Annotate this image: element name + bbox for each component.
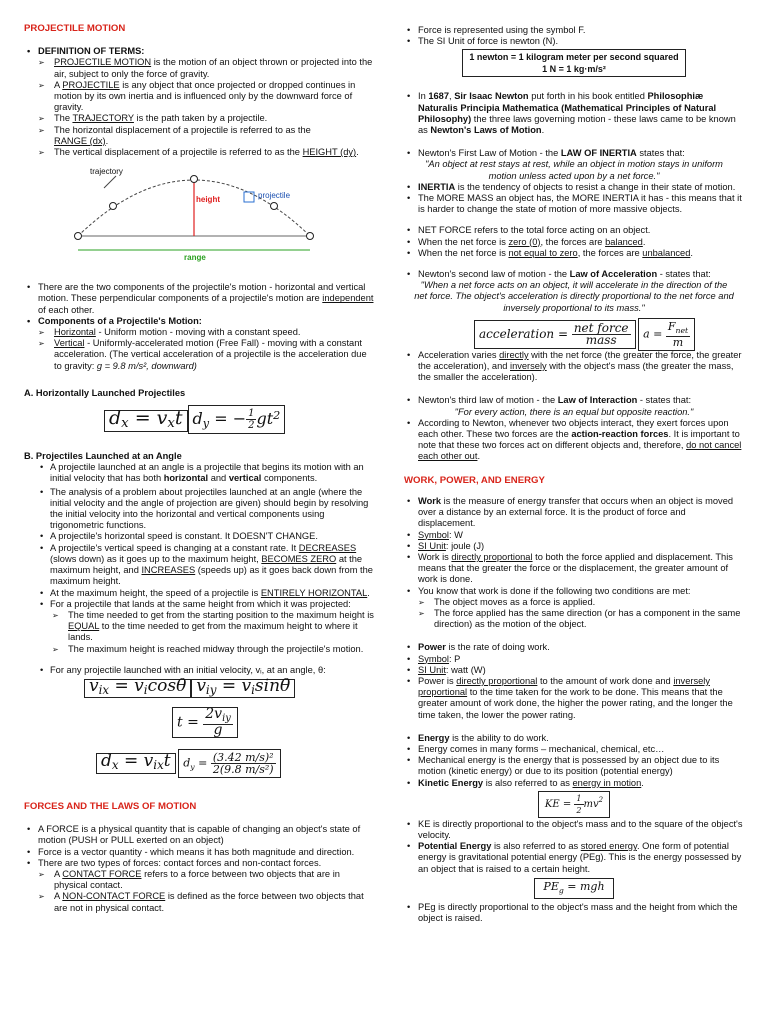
equation-time: t = $\frac{2v_{iy}}{g}$	[172, 707, 238, 738]
pe-list	[404, 902, 744, 924]
force-symbol: • Force is represented using the symbol F.	[404, 25, 744, 36]
definition-heading: • DEFINITION OF TERMS:	[24, 46, 376, 57]
ke-proportional: • KE is directly proportional to the object's mass and to the square of the object's velocity.	[404, 819, 744, 841]
newton-box-line-1: 1 newton = 1 kilogram meter per second squared	[469, 52, 679, 63]
second-law-quote: "When a net force acts on an object, it will accelerate in the direction of the net force. The object's acceleration is directly proportional to the net force and inversely proportional to its mass."	[414, 280, 734, 313]
work-condition-1: ➢ The object moves as a force is applied.	[418, 597, 744, 608]
equation-potential-energy: $PE_g$ = mgh	[534, 878, 613, 899]
section-a-heading: A. Horizontally Launched Projectiles	[24, 387, 186, 398]
angle-item-7: • For any projectile launched with an initial velocity, vᵢ, at an angle, θ:	[38, 665, 376, 676]
first-law: • Newton's First Law of Motion - the LAW OF INERTIA states that:	[404, 148, 744, 159]
component-horizontal: ➢ Horizontal - Uniform motion - moving with a constant speed.	[38, 327, 376, 338]
power-symbol: • Symbol: P	[404, 654, 744, 665]
kinetic-energy: • Kinetic Energy is also referred to as energy in motion.	[404, 778, 744, 789]
angle-item-6: • For a projectile that lands at the same height from which it was projected:	[38, 599, 376, 610]
angle-subitem-1: ➢ The time needed to get from the starting position to the maximum height is EQUAL to the time needed to get from the maximum height to where it lands.	[52, 610, 376, 644]
force-item-3: • There are two types of forces: contact forces and non-contact forces.	[24, 858, 376, 869]
action-reaction: • According to Newton, whenever two objects interact, they exert forces upon each other. These two forces are the action-reaction forces. It is important to note that these two forces act on different objects and, therefore, do not cancel each other out.	[404, 418, 744, 463]
power-list	[404, 642, 744, 720]
section-title-projectile-motion: PROJECTILE MOTION	[24, 23, 126, 34]
second-law: • Newton's second law of motion - the Law of Acceleration - states that:	[404, 269, 744, 280]
acceleration-equations	[474, 318, 744, 350]
equation-dy-numeric: $d_y$ = $\frac{\text{(3.42 m/s)²}}{\text{2(9.8 m/s²)}}$	[178, 749, 280, 778]
right-column	[404, 0, 744, 924]
newton-intro: • In 1687, Sir Isaac Newton put forth in his book entitled Philosophiæ Naturalis Principia Mathematica (Mathematical Principles of Natural Philosophy) the three laws governing motion - these laws came to be known as Newton's Laws of Motion.	[404, 91, 744, 136]
def-projectile: ➢ A PROJECTILE is any object that once projected or dropped continues in motion by its own inertia and is influenced only by the downward force of gravity.	[38, 80, 376, 114]
first-law-quote: "An object at rest stays at rest, while an object in motion stays in uniform motion unless acted upon by a net force."	[425, 159, 723, 181]
ke-equation-row	[404, 791, 744, 819]
forces-list	[24, 824, 376, 914]
work-proportional: • Work is directly proportional to both the force applied and displacement. This means that the greater the force or the displacement, the greater amount of work is done.	[404, 552, 744, 586]
ke-pe-list	[404, 819, 744, 875]
angle-item-2: • The analysis of a problem about projectiles launched at an angle (where the initial velocity and the angle of projection are given) should begin by resolving the initial velocity into the horizontal and vertical components using trigonometric functions.	[38, 487, 376, 532]
angle-item-5: • At the maximum height, the speed of a projectile is ENTIRELY HORIZONTAL.	[38, 588, 376, 599]
third-law: • Newton's third law of motion - the Law of Interaction - states that:	[404, 395, 744, 406]
acceleration-variation: • Acceleration varies directly with the net force (the greater the force, the greater the acceleration), and inversely with the object's mass (the greater the mass, the smaller the acceleration).	[404, 350, 744, 384]
second-law-list	[404, 269, 744, 314]
equation-acceleration-symbols: a = $\frac{F_{net}}{m}$	[638, 318, 695, 351]
work-symbol: • Symbol: W	[404, 530, 744, 541]
net-force-list	[404, 225, 744, 259]
force-subitem-contact: ➢ A CONTACT FORCE refers to a force between two objects that are in physical contact.	[38, 869, 376, 891]
def-trajectory: ➢ The TRAJECTORY is the path taken by a projectile.	[38, 113, 376, 124]
time-equation-row	[172, 707, 376, 747]
label-height: height	[196, 195, 220, 205]
angle-item-3: • A projectile's horizontal speed is constant. It DOESN'T CHANGE.	[38, 531, 376, 542]
angle-subitem-2: ➢ The maximum height is reached midway through the projectile's motion.	[52, 644, 376, 655]
pe-proportional: • PEg is directly proportional to the object's mass and the height from which the object is raised.	[404, 902, 744, 924]
definitions-list	[24, 46, 376, 158]
displacement-equations	[96, 749, 376, 789]
left-column	[24, 0, 376, 914]
net-force-definition: • NET FORCE refers to the total force acting on an object.	[404, 225, 744, 236]
power-si-unit: • SI Unit: watt (W)	[404, 665, 744, 676]
pe-equation-row	[404, 878, 744, 902]
section-b-heading: B. Projectiles Launched at an Angle	[24, 451, 182, 462]
force-symbol-list	[404, 25, 744, 47]
work-condition-2: ➢ The force applied has the same direction (or has a component in the same direction) as the motion of the object.	[418, 608, 744, 630]
section-title-work-power-energy: WORK, POWER, AND ENERGY	[404, 474, 545, 486]
components-heading: • Components of a Projectile's Motion:	[24, 316, 376, 327]
net-force-nonzero: • When the net force is not equal to zero, the forces are unbalanced.	[404, 248, 744, 259]
third-law-list	[404, 395, 744, 462]
equation-dx-vixt: $d_x = v_{ix}t$	[96, 753, 176, 774]
def-projectile-motion: ➢ PROJECTILE MOTION is the motion of an object thrown or projected into the air, subject to only the force of gravity.	[38, 57, 376, 79]
newton-definition-box	[462, 49, 685, 77]
newton-intro-list	[404, 91, 744, 136]
potential-energy: • Potential Energy is also referred to as stored energy. One form of potential energy is gravitational potential energy (PEg). This is the energy possessed by an object that is raised to a certain height.	[404, 841, 744, 875]
velocity-components	[84, 675, 376, 703]
energy-forms: • Energy comes in many forms – mechanical, chemical, etc…	[404, 744, 744, 755]
newton-box-line-2: 1 N = 1 kg·m/s²	[542, 64, 606, 75]
force-item-1: • A FORCE is a physical quantity that is capable of changing an object's state of motion (PUSH or PULL exerted on an object)	[24, 824, 376, 846]
label-projectile: projectile	[258, 191, 291, 201]
energy-definition: • Energy is the ability to do work.	[404, 733, 744, 744]
components-list	[24, 282, 376, 372]
work-list	[404, 496, 744, 630]
components-intro: • There are the two components of the projectile's motion - horizontal and vertical motion. These perpendicular components of a projectile's motion are independent of each other.	[24, 282, 376, 316]
work-definition: • Work is the measure of energy transfer that occurs when an object is moved over a distance by an external force. It is the product of force and displacement.	[404, 496, 744, 530]
projectile-diagram	[64, 164, 324, 276]
mechanical-energy: • Mechanical energy is the energy that is possessed by an object due to its motion (kinetic energy) or due to its position (potential energy)	[404, 755, 744, 777]
equation-dx-vxt: $d_x = v_xt$	[104, 410, 188, 432]
power-definition: • Power is the rate of doing work.	[404, 642, 744, 653]
first-law-list	[404, 148, 744, 215]
mass-inertia: • The MORE MASS an object has, the MORE INERTIA it has - this means that it is harder to change the state of motion of more massive objects.	[404, 193, 744, 215]
equation-acceleration-words: acceleration = $\frac{\text{net force}}{\text{mass}}$	[474, 320, 636, 349]
section-title-forces: FORCES AND THE LAWS OF MOTION	[24, 800, 197, 812]
angle-item-1: • A projectile launched at an angle is a projectile that begins its motion with an initial velocity that has both horizontal and vertical components.	[38, 462, 376, 484]
horizontal-equations	[104, 405, 376, 435]
newton-definition-box-wrap	[404, 49, 744, 77]
force-si-unit: • The SI Unit of force is newton (N).	[404, 36, 744, 47]
power-proportional: • Power is directly proportional to the amount of work done and inversely proportional to the time taken for the work to be done. This means that the greater amount of work done, the higher the power rating, and the longer the time taken, the lower the power rating.	[404, 676, 744, 721]
energy-list	[404, 733, 744, 789]
label-trajectory: trajectory	[90, 167, 123, 177]
force-subitem-noncontact: ➢ A NON-CONTACT FORCE is defined as the force between two objects that are not in physical contact.	[38, 891, 376, 913]
acceleration-list	[404, 350, 744, 384]
component-vertical: ➢ Vertical - Uniformly-accelerated motion (Free Fall) - moving with a constant acceleration. (The vertical acceleration of a projectile is the acceleration due to gravity: g = 9.8 m/s², downward)	[38, 338, 376, 372]
equation-kinetic-energy: KE = $\frac{1}{2}$ $mv^2$	[538, 791, 610, 818]
inertia-definition: • INERTIA is the tendency of objects to resist a change in their state of motion.	[404, 182, 744, 193]
third-law-quote: "For every action, there is an equal but opposite reaction."	[454, 406, 694, 417]
net-force-zero: • When the net force is zero (0), the forces are balanced.	[404, 237, 744, 248]
angle-list	[24, 462, 376, 676]
def-range: ➢ The horizontal displacement of a projectile is referred to as the RANGE (dx).	[38, 125, 376, 147]
def-height: ➢ The vertical displacement of a projectile is referred to as the HEIGHT (dy).	[38, 147, 376, 158]
label-range: range	[184, 253, 206, 263]
work-conditions: • You know that work is done if the following two conditions are met:	[404, 586, 744, 597]
equation-vix: $v_{ix} = v_i\cos\theta$	[84, 679, 191, 698]
equation-dy-gt2: $d_y$ = − $\frac{1}{2}$ $gt^2$	[188, 405, 286, 434]
angle-item-4: • A projectile's vertical speed is changing at a constant rate. It DECREASES (slows down) as it goes up to the maximum height, BECOMES ZERO at the maximum height, and INCREASES (speeds up) as it goes back down from the maximum height.	[38, 543, 376, 588]
equation-viy: $v_{iy} = v_i\sin\theta$	[191, 679, 295, 698]
work-si-unit: • SI Unit: joule (J)	[404, 541, 744, 552]
force-item-2: • Force is a vector quantity - which means it has both magnitude and direction.	[24, 847, 376, 858]
